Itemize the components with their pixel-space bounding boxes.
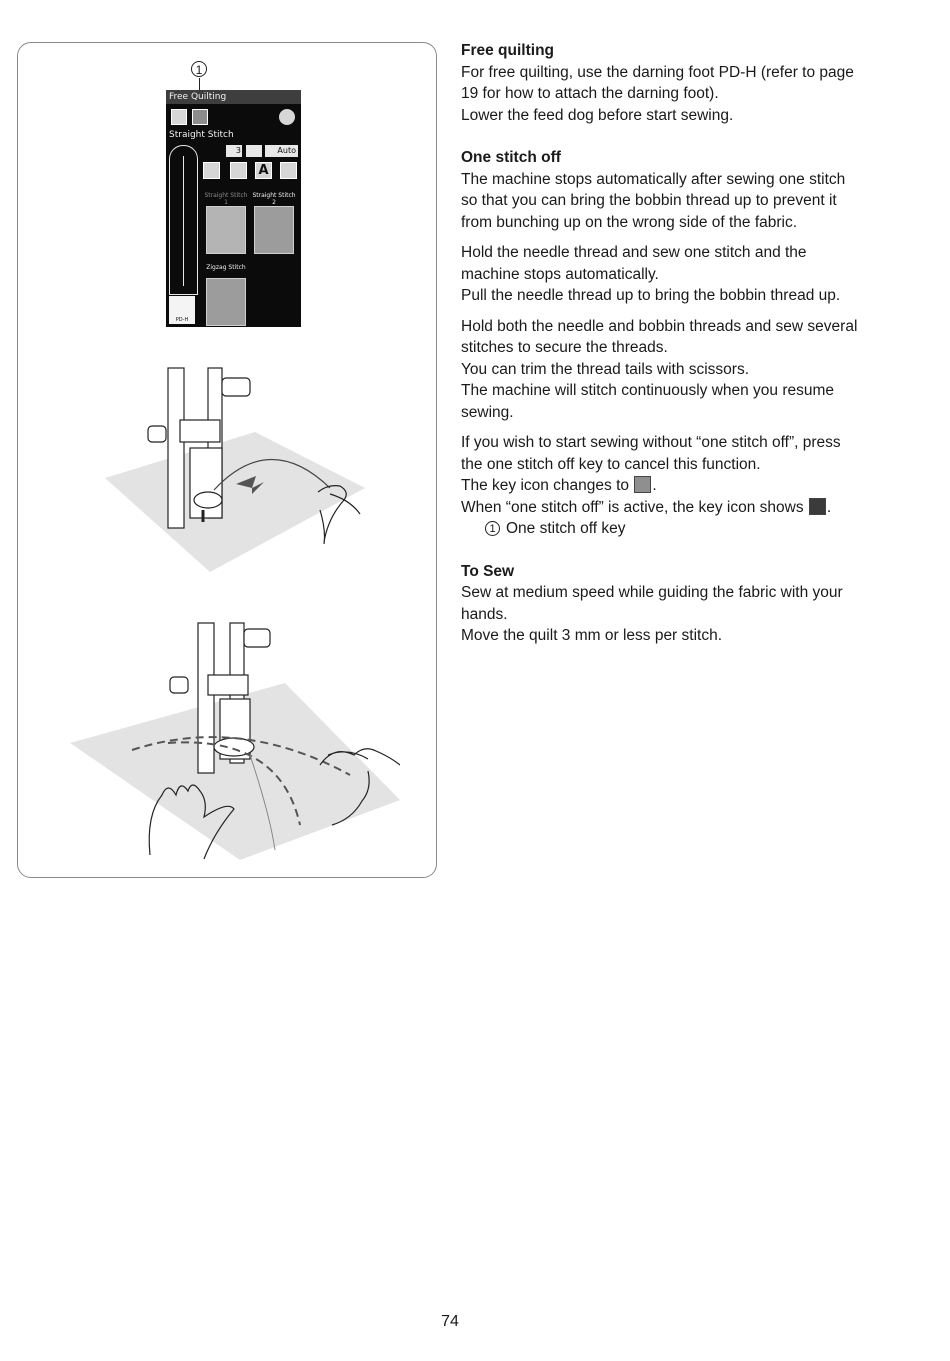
- text-line: [461, 497, 901, 519]
- text-line: The machine will stitch continuously when you resume: [461, 382, 835, 399]
- mirror-image-key[interactable]: [230, 162, 247, 179]
- legend-text: One stitch off key: [506, 520, 626, 537]
- text-line: For free quilting, use the darning foot PD-H (refer to page: [461, 63, 854, 81]
- screen-subtitle: Straight Stitch: [169, 130, 234, 140]
- stitch-label: Straight Stitch 2: [252, 192, 296, 206]
- page-number: 74: [441, 1313, 459, 1330]
- settings-icon[interactable]: [280, 162, 297, 179]
- thumbscrew-icon: [148, 426, 166, 442]
- thread-pull-illustration: [100, 360, 370, 575]
- presser-foot-label: PD-H: [175, 317, 189, 323]
- stitch-tile-straight-2[interactable]: [254, 206, 294, 254]
- one-stitch-off-inactive-icon: [634, 476, 651, 493]
- stitch-label: Zigzag Stitch: [206, 264, 246, 271]
- stitch-tile-straight-1[interactable]: [206, 206, 246, 254]
- screw-icon: [222, 378, 250, 396]
- thread-tension-key[interactable]: [265, 145, 298, 157]
- callout-number: 1: [191, 61, 207, 77]
- stitch-preview-icon: [169, 145, 198, 295]
- text-line: so that you can bring the bobbin thread up to prevent it: [461, 192, 837, 209]
- lcd-screen: [166, 90, 301, 327]
- foot-pressure-key[interactable]: [226, 145, 242, 157]
- back-arrow-icon[interactable]: [279, 109, 295, 125]
- text-line: Lower the feed dog before start sewing.: [461, 106, 734, 124]
- free-quilting-illustration: [70, 615, 400, 865]
- one-stitch-off-key[interactable]: [192, 109, 208, 125]
- fabric-shape: [105, 432, 365, 572]
- punctuation: .: [826, 498, 832, 516]
- text-line: from bunching up on the wrong side of the fabric.: [461, 213, 798, 231]
- thumbscrew-icon: [170, 677, 188, 693]
- text-line: The machine stops automatically after sewing one stitch: [461, 170, 846, 188]
- key-changes-text: The key icon changes to: [461, 477, 630, 494]
- stitch-tile-zigzag[interactable]: [206, 278, 246, 326]
- heading-to-sew: To Sew: [461, 562, 515, 580]
- text-line: hands.: [461, 605, 508, 623]
- text-line: Sew at medium speed while guiding the fabric with your: [461, 584, 843, 601]
- text-line: If you wish to start sewing without “one stitch off”, press: [461, 434, 841, 451]
- text-line: Pull the needle thread up to bring the bobbin thread up.: [461, 287, 841, 304]
- letter-key[interactable]: A: [255, 162, 272, 179]
- stitch-length-key[interactable]: [246, 145, 262, 157]
- text-line: Hold the needle thread and sew one stitch and the: [461, 244, 807, 261]
- screw-icon: [244, 629, 270, 647]
- text-line: sewing.: [461, 403, 514, 421]
- text-line: the one stitch off key to cancel this function.: [461, 455, 761, 473]
- legend-item: [461, 518, 901, 540]
- presser-foot-icon: [169, 296, 195, 324]
- key-active-text: When “one stitch off” is active, the key icon shows: [461, 498, 804, 516]
- needle-up-down-key[interactable]: [171, 109, 187, 125]
- text-line: stitches to secure the threads.: [461, 339, 668, 356]
- foot-pressure-value: 3: [235, 146, 241, 155]
- stitch-label: Straight Stitch 1: [204, 192, 248, 206]
- needle-position-key[interactable]: [203, 162, 220, 179]
- text-line: [461, 475, 901, 497]
- presser-bar: [168, 368, 184, 528]
- text-line: Move the quilt 3 mm or less per stitch.: [461, 627, 723, 644]
- legend-number: 1: [485, 521, 500, 536]
- screen-title: Free Quilting: [166, 90, 301, 104]
- instructions-column: [461, 40, 901, 647]
- text-line: You can trim the thread tails with scissors.: [461, 360, 750, 378]
- heading-one-stitch-off: One stitch off: [461, 149, 561, 166]
- text-line: Hold both the needle and bobbin threads and sew several: [461, 317, 858, 335]
- foot-holder: [180, 420, 220, 442]
- text-line: 19 for how to attach the darning foot).: [461, 85, 719, 102]
- presser-bar: [198, 623, 214, 773]
- foot-holder: [208, 675, 248, 695]
- punctuation: .: [652, 477, 657, 494]
- thread-tension-value: Auto: [277, 146, 296, 155]
- text-line: machine stops automatically.: [461, 265, 659, 283]
- heading-free-quilting: Free quilting: [461, 42, 554, 59]
- one-stitch-off-active-icon: [809, 498, 826, 515]
